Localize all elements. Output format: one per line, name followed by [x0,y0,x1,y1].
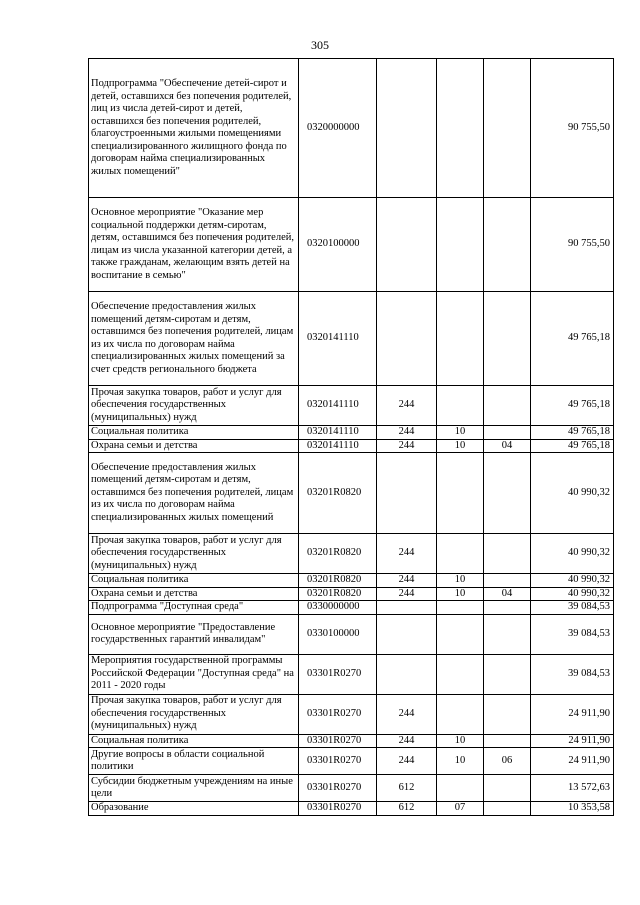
row-sum: 39 084,53 [531,601,614,615]
row-rz-code: 10 [437,574,484,588]
row-vr-code [377,59,437,198]
row-rz-code [437,601,484,615]
row-vr-code: 244 [377,748,437,775]
row-csr-code: 03301R0270 [299,802,377,816]
row-rz-code [437,453,484,534]
row-pr-code [484,802,531,816]
row-name: Прочая закупка товаров, работ и услуг для обеспечения государственных (муниципальных) нужд [89,386,299,426]
row-pr-code [484,386,531,426]
row-vr-code: 244 [377,534,437,574]
row-csr-code: 0320141110 [299,386,377,426]
row-sum: 49 765,18 [531,426,614,440]
row-name: Основное мероприятие "Оказание мер социальной поддержки детям-сиротам, детям, оставшимся без попечения родителей, лицам из числа указанной категории детей, а также гражданам, желающим взять детей на воспитание в семью" [89,198,299,292]
row-sum: 10 353,58 [531,802,614,816]
table-row [89,587,614,601]
row-vr-code: 244 [377,386,437,426]
row-sum: 49 765,18 [531,292,614,386]
row-vr-code: 612 [377,802,437,816]
table-row [89,614,614,654]
row-csr-code: 03301R0270 [299,694,377,734]
row-pr-code [484,59,531,198]
table-row [89,439,614,453]
row-pr-code [484,775,531,802]
row-pr-code [484,694,531,734]
row-vr-code [377,601,437,615]
row-rz-code [437,694,484,734]
row-pr-code: 04 [484,587,531,601]
row-rz-code: 10 [437,587,484,601]
row-csr-code: 03301R0270 [299,748,377,775]
row-name: Субсидии бюджетным учреждениям на иные цели [89,775,299,802]
row-vr-code: 244 [377,734,437,748]
row-name: Подпрограмма "Доступная среда" [89,601,299,615]
row-vr-code [377,292,437,386]
row-rz-code [437,654,484,694]
row-sum: 49 765,18 [531,439,614,453]
table-row [89,453,614,534]
row-sum: 24 911,90 [531,734,614,748]
row-pr-code: 06 [484,748,531,775]
row-rz-code: 07 [437,802,484,816]
row-pr-code [484,614,531,654]
row-rz-code [437,386,484,426]
row-csr-code: 03201R0820 [299,453,377,534]
row-rz-code [437,614,484,654]
table-row [89,198,614,292]
row-pr-code [484,574,531,588]
page-number: 305 [311,38,329,52]
row-pr-code [484,534,531,574]
row-csr-code: 0320141110 [299,292,377,386]
row-rz-code [437,59,484,198]
row-csr-code: 0330100000 [299,614,377,654]
row-vr-code [377,198,437,292]
row-name: Социальная политика [89,426,299,440]
table-row [89,534,614,574]
row-rz-code [437,198,484,292]
row-csr-code: 03201R0820 [299,587,377,601]
row-csr-code: 03301R0270 [299,734,377,748]
row-name: Основное мероприятие "Предоставление государственных гарантий инвалидам" [89,614,299,654]
row-vr-code [377,453,437,534]
row-sum: 90 755,50 [531,59,614,198]
row-csr-code: 03201R0820 [299,574,377,588]
row-vr-code [377,654,437,694]
table-row [89,574,614,588]
row-sum: 24 911,90 [531,748,614,775]
row-vr-code: 612 [377,775,437,802]
row-sum: 39 084,53 [531,614,614,654]
row-sum: 40 990,32 [531,534,614,574]
table-row [89,654,614,694]
row-name: Социальная политика [89,574,299,588]
row-sum: 39 084,53 [531,654,614,694]
row-rz-code: 10 [437,426,484,440]
row-vr-code: 244 [377,439,437,453]
row-sum: 40 990,32 [531,574,614,588]
row-name: Мероприятия государственной программы Российской Федерации "Доступная среда" на 2011 - 2020 годы [89,654,299,694]
row-csr-code: 0320141110 [299,426,377,440]
row-pr-code [484,734,531,748]
table-row [89,386,614,426]
row-sum: 24 911,90 [531,694,614,734]
row-vr-code: 244 [377,694,437,734]
row-sum: 49 765,18 [531,386,614,426]
row-rz-code [437,292,484,386]
table-row [89,59,614,198]
row-name: Другие вопросы в области социальной политики [89,748,299,775]
row-pr-code: 04 [484,439,531,453]
table-row [89,694,614,734]
row-name: Прочая закупка товаров, работ и услуг для обеспечения государственных (муниципальных) нужд [89,534,299,574]
row-rz-code: 10 [437,439,484,453]
row-rz-code [437,775,484,802]
table-row [89,734,614,748]
table-row [89,426,614,440]
row-csr-code: 03301R0270 [299,654,377,694]
budget-table [88,58,614,816]
row-csr-code: 03201R0820 [299,534,377,574]
row-name: Охрана семьи и детства [89,439,299,453]
row-pr-code [484,426,531,440]
row-csr-code: 0320000000 [299,59,377,198]
row-pr-code [484,654,531,694]
row-sum: 90 755,50 [531,198,614,292]
row-name: Прочая закупка товаров, работ и услуг для обеспечения государственных (муниципальных) нужд [89,694,299,734]
row-name: Подпрограмма "Обеспечение детей-сирот и детей, оставшихся без попечения родителей, лиц из числа детей-сирот и детей, оставшихся без попечения родителей, благоустроенными жилыми помещениями специализированного жилищного фонда по договорам найма специализированных жилых помещений" [89,59,299,198]
row-sum: 40 990,32 [531,587,614,601]
table-row [89,775,614,802]
row-sum: 40 990,32 [531,453,614,534]
row-csr-code: 03301R0270 [299,775,377,802]
table-row [89,748,614,775]
row-csr-code: 0320141110 [299,439,377,453]
row-vr-code: 244 [377,574,437,588]
row-name: Социальная политика [89,734,299,748]
row-csr-code: 0330000000 [299,601,377,615]
row-sum: 13 572,63 [531,775,614,802]
row-vr-code: 244 [377,587,437,601]
row-vr-code: 244 [377,426,437,440]
table-row [89,802,614,816]
table-row [89,292,614,386]
row-rz-code: 10 [437,734,484,748]
row-name: Образование [89,802,299,816]
row-pr-code [484,292,531,386]
row-rz-code: 10 [437,748,484,775]
row-name: Охрана семьи и детства [89,587,299,601]
row-name: Обеспечение предоставления жилых помещений детям-сиротам и детям, оставшимся без попечения родителей, лицам из их числа по договорам найма специализированных жилых помещений за счет средств регионального бюджета [89,292,299,386]
row-vr-code [377,614,437,654]
row-csr-code: 0320100000 [299,198,377,292]
row-pr-code [484,453,531,534]
row-pr-code [484,198,531,292]
table-row [89,601,614,615]
row-rz-code [437,534,484,574]
row-name: Обеспечение предоставления жилых помещений детям-сиротам и детям, оставшимся без попечения родителей, лицам из их числа по договорам найма специализированных жилых помещений [89,453,299,534]
row-pr-code [484,601,531,615]
